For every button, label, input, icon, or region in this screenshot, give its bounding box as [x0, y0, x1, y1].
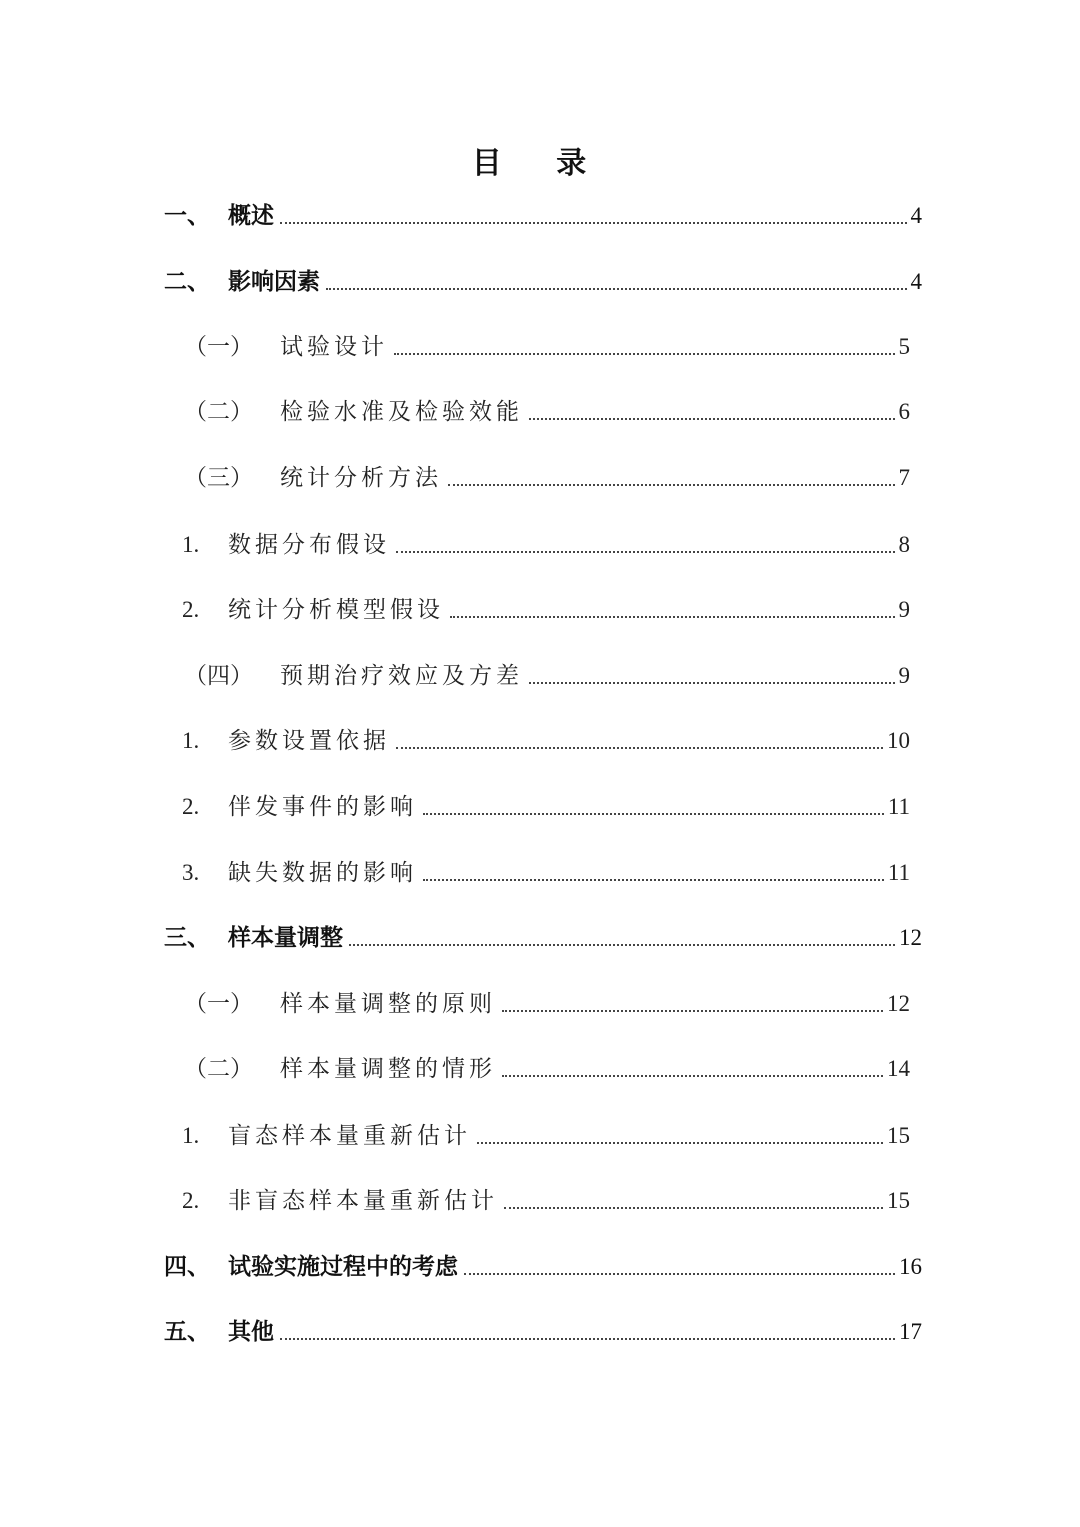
entry-number: 1.: [182, 728, 200, 753]
dot-leader: [423, 813, 884, 815]
dot-leader: [502, 1010, 883, 1012]
toc-entry[interactable]: [182, 529, 910, 561]
entry-page-number: 16: [899, 1254, 922, 1279]
entry-number: （三）: [184, 465, 253, 491]
entry-number: 一、: [164, 203, 210, 229]
toc-entry[interactable]: [164, 1316, 922, 1348]
entry-page-number: 12: [887, 991, 910, 1016]
entry-label: 数据分布假设: [228, 532, 390, 558]
dot-leader: [529, 418, 895, 420]
toc-entry[interactable]: [184, 988, 910, 1020]
dot-leader: [477, 1142, 883, 1144]
entry-label: 样本量调整的情形: [280, 1056, 496, 1082]
entry-page-number: 17: [899, 1319, 922, 1344]
dot-leader: [529, 682, 895, 684]
entry-label: 概述: [228, 203, 274, 229]
entry-label: 缺失数据的影响: [228, 860, 417, 886]
toc-entry[interactable]: [164, 1251, 922, 1283]
entry-number: （二）: [184, 1056, 253, 1082]
entry-label: 伴发事件的影响: [228, 794, 417, 820]
entry-number: 三、: [164, 925, 210, 951]
entry-number: （一）: [184, 334, 253, 360]
entry-number: 四、: [164, 1254, 210, 1280]
toc-entry[interactable]: [184, 331, 910, 363]
entry-label: 盲态样本量重新估计: [228, 1123, 471, 1149]
entry-page-number: 14: [887, 1056, 910, 1081]
toc-entry[interactable]: [164, 266, 922, 298]
dot-leader: [396, 747, 883, 749]
dot-leader: [280, 222, 907, 224]
entry-label: 非盲态样本量重新估计: [228, 1188, 498, 1214]
entry-label: 样本量调整的原则: [280, 991, 496, 1017]
toc-entry[interactable]: [184, 396, 910, 428]
entry-label: 统计分析方法: [280, 465, 442, 491]
dot-leader: [448, 484, 895, 486]
entry-label: 样本量调整: [228, 925, 343, 951]
entry-number: 二、: [164, 269, 210, 295]
entry-page-number: 6: [898, 399, 910, 424]
toc-entry[interactable]: [184, 462, 910, 494]
dot-leader: [504, 1207, 883, 1209]
toc-entry[interactable]: [182, 857, 910, 889]
toc-entry[interactable]: [182, 1120, 910, 1152]
entry-number: 2.: [182, 794, 200, 819]
entry-label: 预期治疗效应及方差: [280, 663, 523, 689]
dot-leader: [349, 944, 895, 946]
toc-entry[interactable]: [164, 200, 922, 232]
entry-page-number: 4: [910, 269, 922, 294]
entry-page-number: 11: [887, 860, 910, 885]
entry-page-number: 8: [898, 532, 910, 557]
entry-label: 参数设置依据: [228, 728, 390, 754]
dot-leader: [502, 1075, 883, 1077]
entry-page-number: 4: [910, 203, 922, 228]
entry-page-number: 9: [898, 597, 910, 622]
dot-leader: [326, 288, 907, 290]
dot-leader: [396, 551, 895, 553]
dot-leader: [394, 353, 895, 355]
toc-entry[interactable]: [184, 660, 910, 692]
toc-entry[interactable]: [164, 922, 922, 954]
toc-entry[interactable]: [182, 725, 910, 757]
entry-number: 1.: [182, 532, 200, 557]
entry-number: 2.: [182, 1188, 200, 1213]
toc-entry[interactable]: [182, 594, 910, 626]
entry-page-number: 7: [898, 465, 910, 490]
entry-label: 其他: [228, 1319, 274, 1345]
toc-entry[interactable]: [182, 1185, 910, 1217]
dot-leader: [450, 616, 895, 618]
entry-label: 统计分析模型假设: [228, 597, 444, 623]
entry-page-number: 15: [887, 1123, 910, 1148]
entry-label: 影响因素: [228, 269, 320, 295]
entry-page-number: 12: [899, 925, 922, 950]
entry-number: 3.: [182, 860, 200, 885]
toc-entry[interactable]: [184, 1053, 910, 1085]
entry-label: 试验实施过程中的考虑: [228, 1254, 458, 1280]
entry-page-number: 9: [898, 663, 910, 688]
toc-title: 目 录: [471, 146, 609, 181]
entry-page-number: 10: [887, 728, 910, 753]
dot-leader: [464, 1273, 895, 1275]
entry-page-number: 15: [887, 1188, 910, 1213]
entry-page-number: 5: [898, 334, 910, 359]
entry-page-number: 11: [887, 794, 910, 819]
entry-number: （二）: [184, 399, 253, 425]
toc-entry[interactable]: [182, 791, 910, 823]
entry-number: （四）: [184, 663, 253, 689]
entry-label: 检验水准及检验效能: [280, 399, 523, 425]
dot-leader: [423, 879, 884, 881]
entry-number: （一）: [184, 991, 253, 1017]
entry-number: 1.: [182, 1123, 200, 1148]
entry-number: 五、: [164, 1319, 210, 1345]
entry-label: 试验设计: [280, 334, 388, 360]
entry-number: 2.: [182, 597, 200, 622]
dot-leader: [280, 1338, 895, 1340]
